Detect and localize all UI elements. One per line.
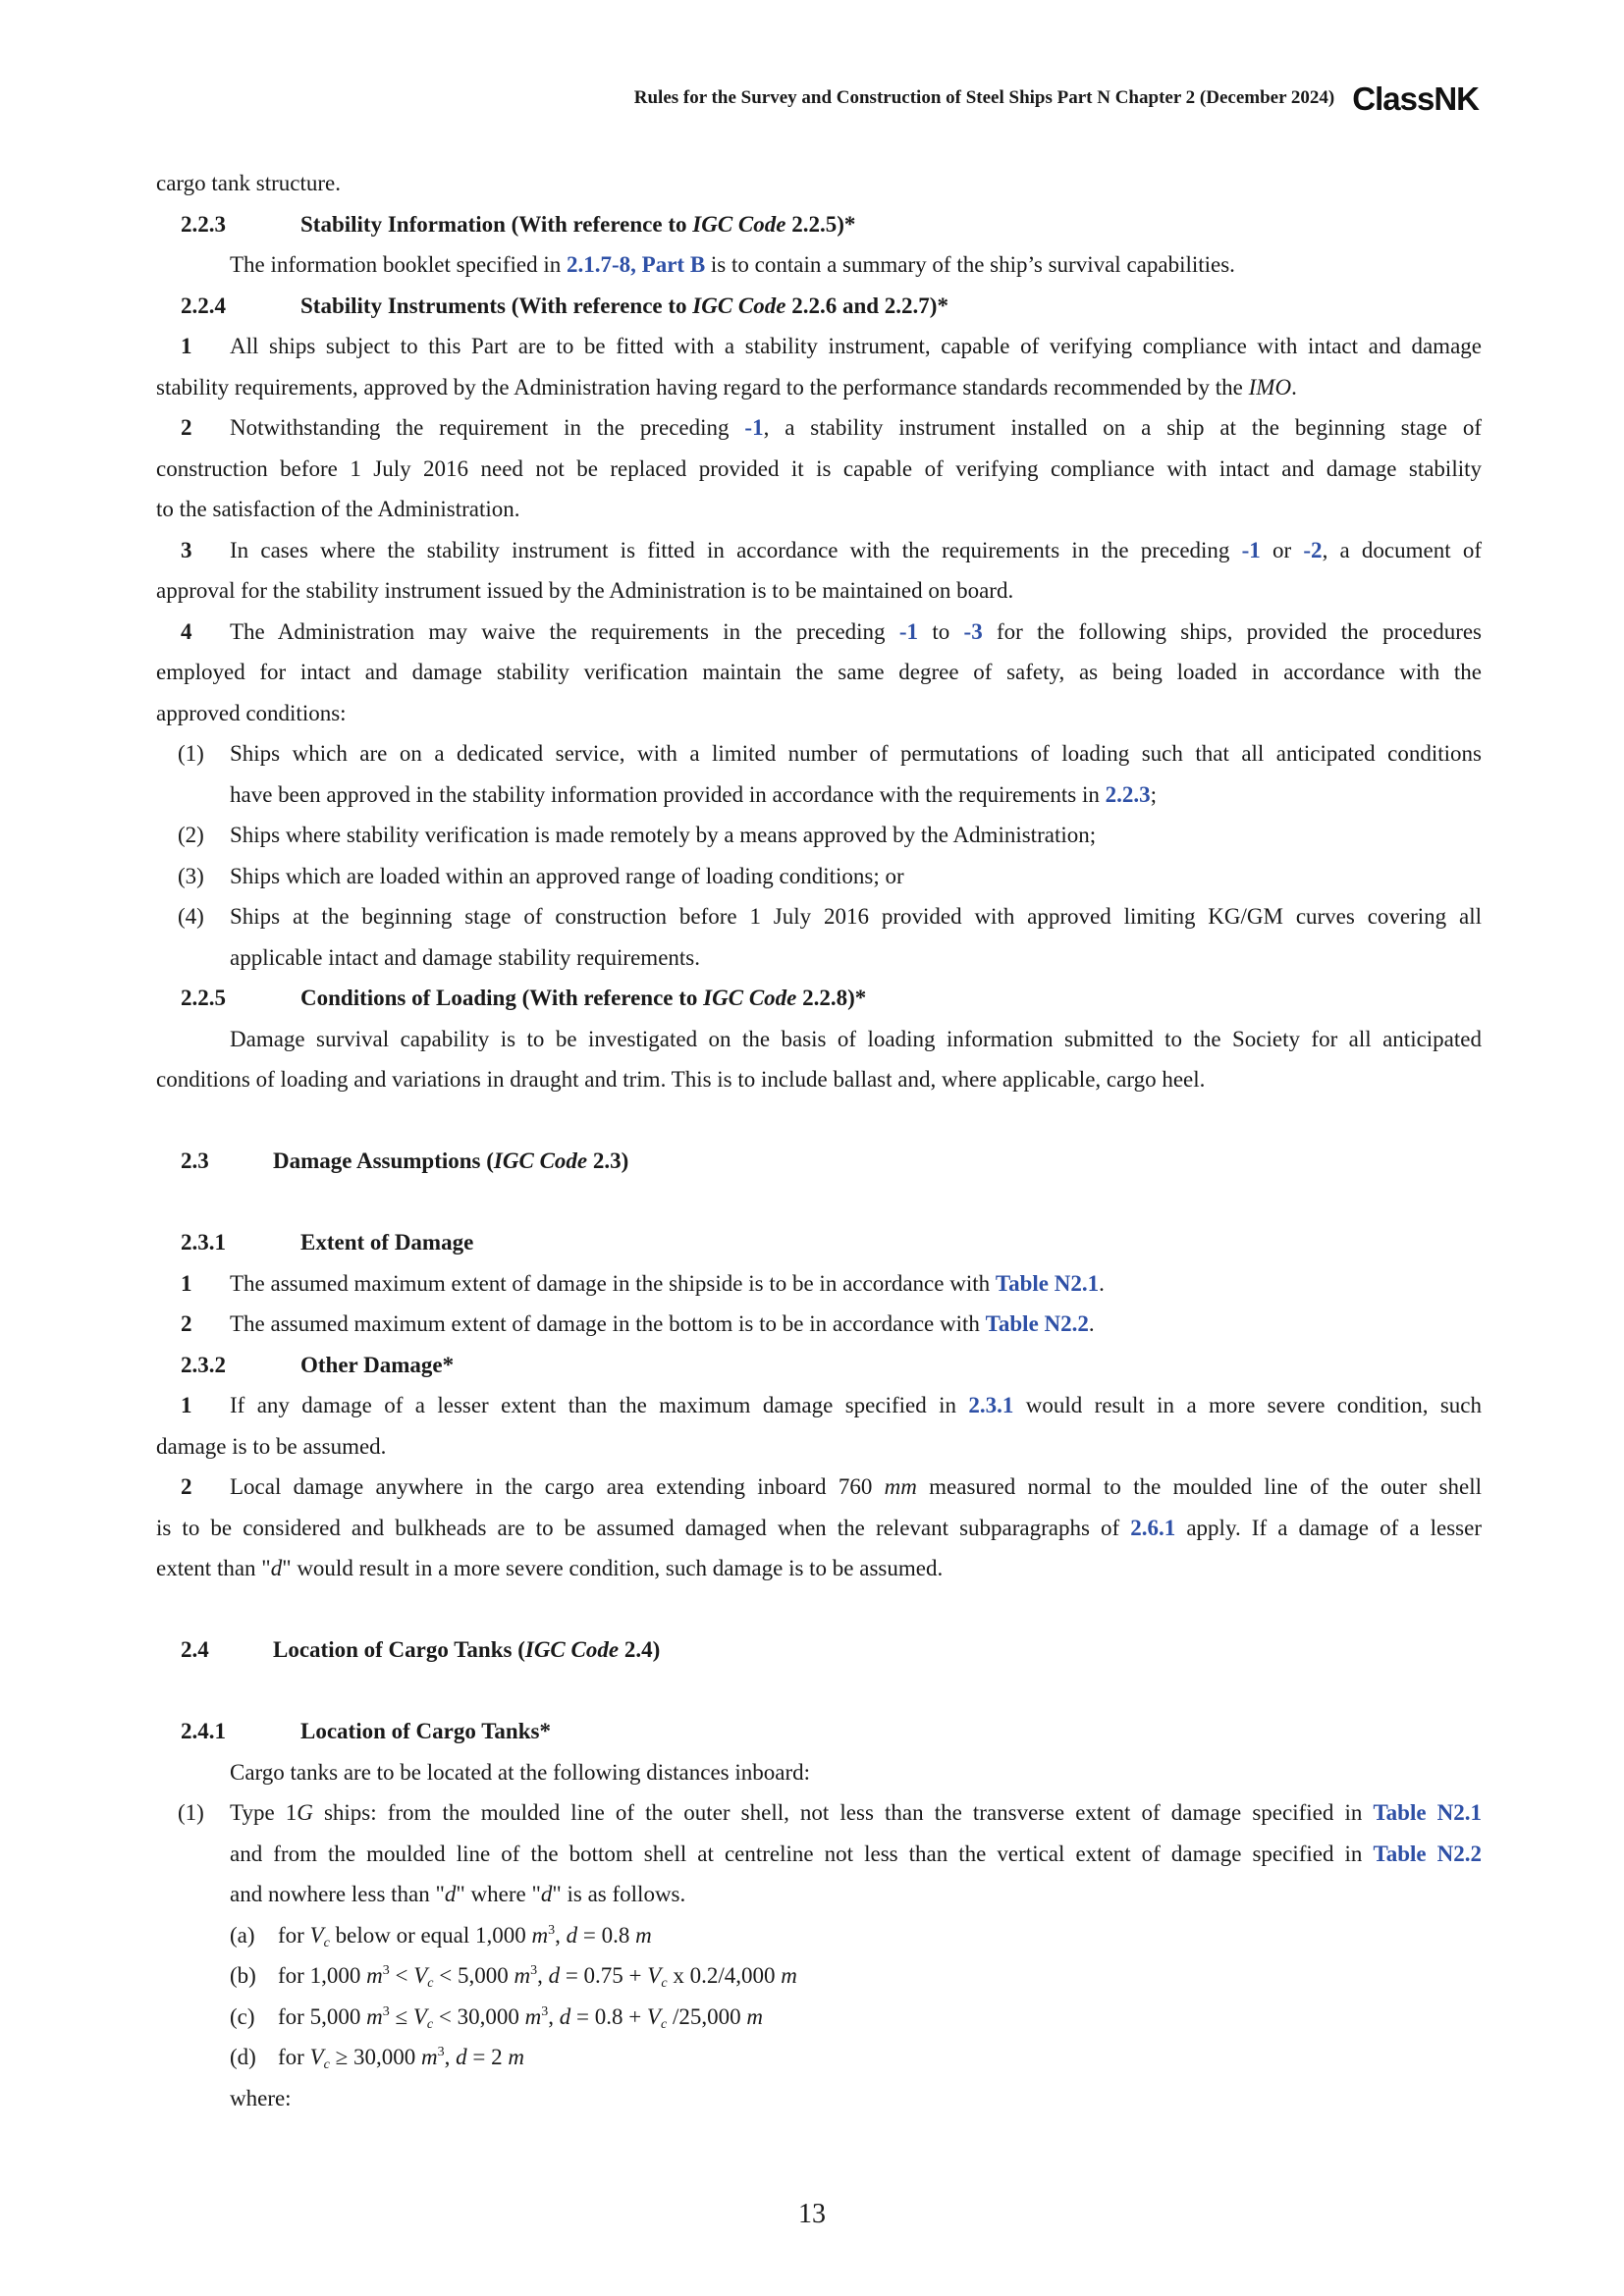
list-item-continuation: have been approved in the stability information provided in accordance with the requirements in 2.2.3; — [230, 781, 1157, 807]
link-minus-2[interactable]: -2 — [1303, 537, 1323, 562]
sub-list-item: (b) for 1,000 $m^3 < V_c < 5,000$ $m^3$, $d = 0.75 + V_c$ x 0.2/4,000 m — [230, 1963, 797, 1991]
spacer — [156, 1589, 1482, 1630]
paragraph-line: conditions of loading and variations in draught and trim. This is to include ballast and, where applicable, cargo heel. — [156, 1067, 1206, 1092]
section-heading-2-4-1: 2.4.1 Location of Cargo Tanks* — [181, 1719, 551, 1743]
classnk-logo: ClassNK — [1352, 80, 1479, 117]
paragraph-line: damage is to be assumed. — [156, 1433, 387, 1459]
paragraph-line: stability requirements, approved by the Administration having regard to the performance standards recommended by the IMO. — [156, 374, 1297, 400]
link-table-n2-2[interactable]: Table N2.2 — [985, 1311, 1089, 1336]
paragraph-line: 1 The assumed maximum extent of damage in the shipside is to be in accordance with Table N2.1. — [181, 1270, 1105, 1296]
section-heading-2-3: 2.3 Damage Assumptions (IGC Code 2.3) — [181, 1148, 629, 1173]
sub-list-item: (a) for $V_c$ below or equal 1,000 $m^3$, d = 0.8 m — [230, 1922, 652, 1950]
sub-list-item: (d) for $V_c \ge 30,000$ $m^3$, d = 2 m — [230, 2045, 524, 2072]
paragraph-line: Cargo tanks are to be located at the following distances inboard: — [230, 1759, 811, 1785]
paragraph-line: 1 If any damage of a lesser extent than the maximum damage specified in 2.3.1 would result in a more severe condition, such — [181, 1393, 1482, 1417]
header-title: Rules for the Survey and Construction of Steel Ships Part N Chapter 2 (December 2024) — [633, 87, 1335, 108]
link-2-3-1[interactable]: 2.3.1 — [968, 1393, 1014, 1417]
text-line: cargo tank structure. — [156, 171, 341, 195]
section-heading-2-4: 2.4 Location of Cargo Tanks (IGC Code 2.4) — [181, 1637, 661, 1662]
link-table-n2-2[interactable]: Table N2.2 — [1373, 1841, 1482, 1866]
spacer — [156, 1100, 1482, 1142]
link-table-n2-1[interactable]: Table N2.1 — [995, 1270, 1100, 1296]
section-heading-2-2-3: 2.2.3 Stability Information (With reference to IGC Code 2.2.5)* — [181, 211, 856, 237]
list-item-continuation: and nowhere less than "d" where "d" is as follows. — [230, 1882, 686, 1906]
paragraph-line: 1 All ships subject to this Part are to be fitted with a stability instrument, capable of verifying compliance with intact and damage — [181, 334, 1482, 358]
spacer — [156, 1182, 1482, 1223]
paragraph-line: where: — [230, 2085, 292, 2110]
section-heading-2-2-5: 2.2.5 Conditions of Loading (With reference to IGC Code 2.2.8)* — [181, 986, 867, 1010]
link-minus-1[interactable]: -1 — [744, 415, 764, 440]
paragraph-line: 3 In cases where the stability instrument is fitted in accordance with the requirements in the preceding -1 or -2, a document of — [181, 537, 1482, 562]
paragraph-line: Damage survival capability is to be investigated on the basis of loading information submitted to the Society for all anticipated — [230, 1026, 1482, 1051]
paragraph-line: 2 Notwithstanding the requirement in the preceding -1, a stability instrument installed on a ship at the beginning stage of — [181, 415, 1482, 440]
list-item: (4) Ships at the beginning stage of construction before 1 July 2016 provided with approved limiting KG/GM curves covering all — [178, 904, 1482, 929]
paragraph-line: 4 The Administration may waive the requirements in the preceding -1 to -3 for the following ships, provided the procedures — [181, 618, 1483, 644]
list-item-continuation: and from the moulded line of the bottom shell at centreline not less than the vertical extent of damage specified in Table N2.2 — [230, 1841, 1482, 1866]
list-item: (3) Ships which are loaded within an approved range of loading conditions; or — [178, 863, 904, 888]
link-2-2-3[interactable]: 2.2.3 — [1105, 781, 1151, 807]
sub-list-item: (c) for 5,000 $m^3 \le V_c < 30,000$ $m^3$, $d = 0.8 + V_c$ /25,000 m — [230, 2003, 763, 2032]
document-body — [156, 163, 1482, 2118]
link-minus-1[interactable]: -1 — [898, 618, 919, 644]
page-number: 13 — [798, 2199, 826, 2229]
paragraph-line: approved conditions: — [156, 700, 347, 725]
link-2-1-7-8-part-b[interactable]: 2.1.7-8, Part B — [567, 252, 706, 277]
paragraph-line: approval for the stability instrument issued by the Administration is to be maintained on board. — [156, 578, 1014, 603]
paragraph-line: extent than "d" would result in a more severe condition, such damage is to be assumed. — [156, 1556, 944, 1580]
paragraph-line: is to be considered and bulkheads are to be assumed damaged when the relevant subparagraphs of 2.6.1 apply. If a damage of a lesser — [156, 1515, 1482, 1540]
paragraph-line: to the satisfaction of the Administration. — [156, 497, 520, 521]
link-minus-3[interactable]: -3 — [963, 618, 983, 644]
paragraph-line: 2 The assumed maximum extent of damage in the bottom is to be in accordance with Table N2.2. — [181, 1311, 1095, 1336]
list-item: (1) Type 1G ships: from the moulded line of the outer shell, not less than the transverse extent of damage specified in Table N2.1 — [178, 1800, 1483, 1825]
paragraph-line: employed for intact and damage stability verification maintain the same degree of safety, as being loaded in accordance with the — [156, 660, 1482, 684]
section-heading-2-3-2: 2.3.2 Other Damage* — [181, 1352, 455, 1377]
link-2-6-1[interactable]: 2.6.1 — [1130, 1515, 1176, 1540]
section-heading-2-2-4: 2.2.4 Stability Instruments (With reference to IGC Code 2.2.6 and 2.2.7)* — [181, 293, 948, 318]
spacer — [156, 1671, 1482, 1712]
list-item: (1) Ships which are on a dedicated service, with a limited number of permutations of loading such that all anticipated conditions — [178, 741, 1482, 766]
list-item-continuation: applicable intact and damage stability requirements. — [230, 944, 700, 970]
page-header — [634, 79, 1479, 118]
link-minus-1[interactable]: -1 — [1241, 537, 1261, 562]
paragraph-line: The information booklet specified in 2.1.7-8, Part B is to contain a summary of the ship’s survival capabilities. — [230, 252, 1235, 277]
paragraph-line: 2 Local damage anywhere in the cargo area extending inboard 760 mm measured normal to the moulded line of the outer shell — [181, 1474, 1482, 1499]
link-table-n2-1[interactable]: Table N2.1 — [1373, 1800, 1483, 1825]
section-heading-2-3-1: 2.3.1 Extent of Damage — [181, 1230, 474, 1255]
paragraph-line: construction before 1 July 2016 need not be replaced provided it is capable of verifying compliance with intact and damage stability — [156, 455, 1482, 481]
list-item: (2) Ships where stability verification is made remotely by a means approved by the Administration; — [178, 823, 1097, 847]
